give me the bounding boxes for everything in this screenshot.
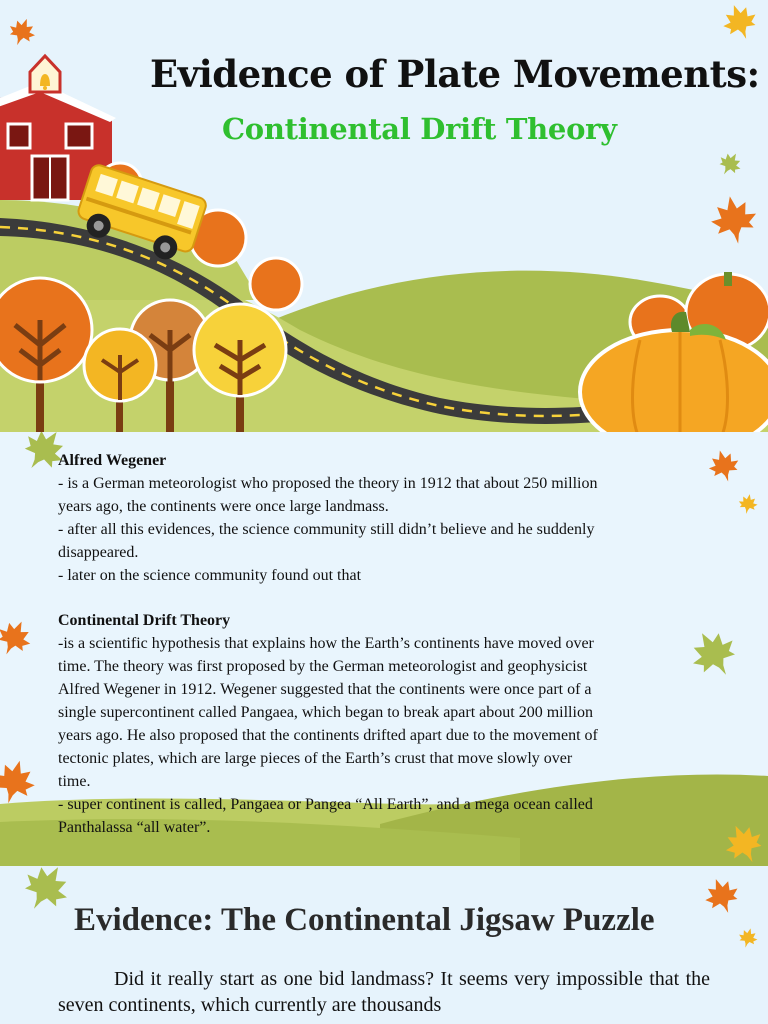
text-line: tectonic plates, which are large pieces of the Earth’s crust that move slowly over (58, 750, 573, 767)
wegener-section (58, 449, 718, 587)
evidence-title: Evidence: The Continental Jigsaw Puzzle (74, 902, 655, 938)
evidence-slide (0, 866, 768, 1024)
text-line: - super continent is called, Pangaea or Pangea “All Earth”, and a mega ocean called (58, 796, 593, 813)
text-line: - after all this evidences, the science community still didn’t believe and he suddenly (58, 521, 595, 538)
text-line: Alfred Wegener in 1912. Wegener suggested that the continents were once part of a (58, 681, 592, 698)
text-line: time. The theory was first proposed by the German meteorologist and geophysicist (58, 658, 588, 675)
text-line: years ago. He also proposed that the continents drifted apart due to the movement of (58, 727, 598, 744)
text-line: single supercontinent called Pangaea, which began to break apart about 200 million (58, 704, 593, 721)
text-line: Panthalassa “all water”. (58, 819, 211, 836)
slide-subtitle: Continental Drift Theory (222, 112, 617, 146)
section-heading: Alfred Wegener (58, 452, 167, 469)
continental-drift-section (58, 609, 718, 839)
content-slide (0, 432, 768, 866)
text-line: - later on the science community found out that (58, 567, 362, 584)
slide-title: Evidence of Plate Movements: (150, 52, 760, 96)
evidence-paragraph: Did it really start as one bid landmass? It seems very impossible that the seven continents, which currently are thousands (58, 968, 710, 1016)
text-line: -is a scientific hypothesis that explains how the Earth’s continents have moved over (58, 635, 594, 652)
text-line: time. (58, 773, 91, 790)
section-heading: Continental Drift Theory (58, 612, 231, 629)
text-line: years ago, the continents were once large landmass. (58, 498, 389, 515)
text-line: disappeared. (58, 544, 139, 561)
text-line: - is a German meteorologist who proposed the theory in 1912 that about 250 million (58, 475, 598, 492)
title-slide (0, 0, 768, 432)
